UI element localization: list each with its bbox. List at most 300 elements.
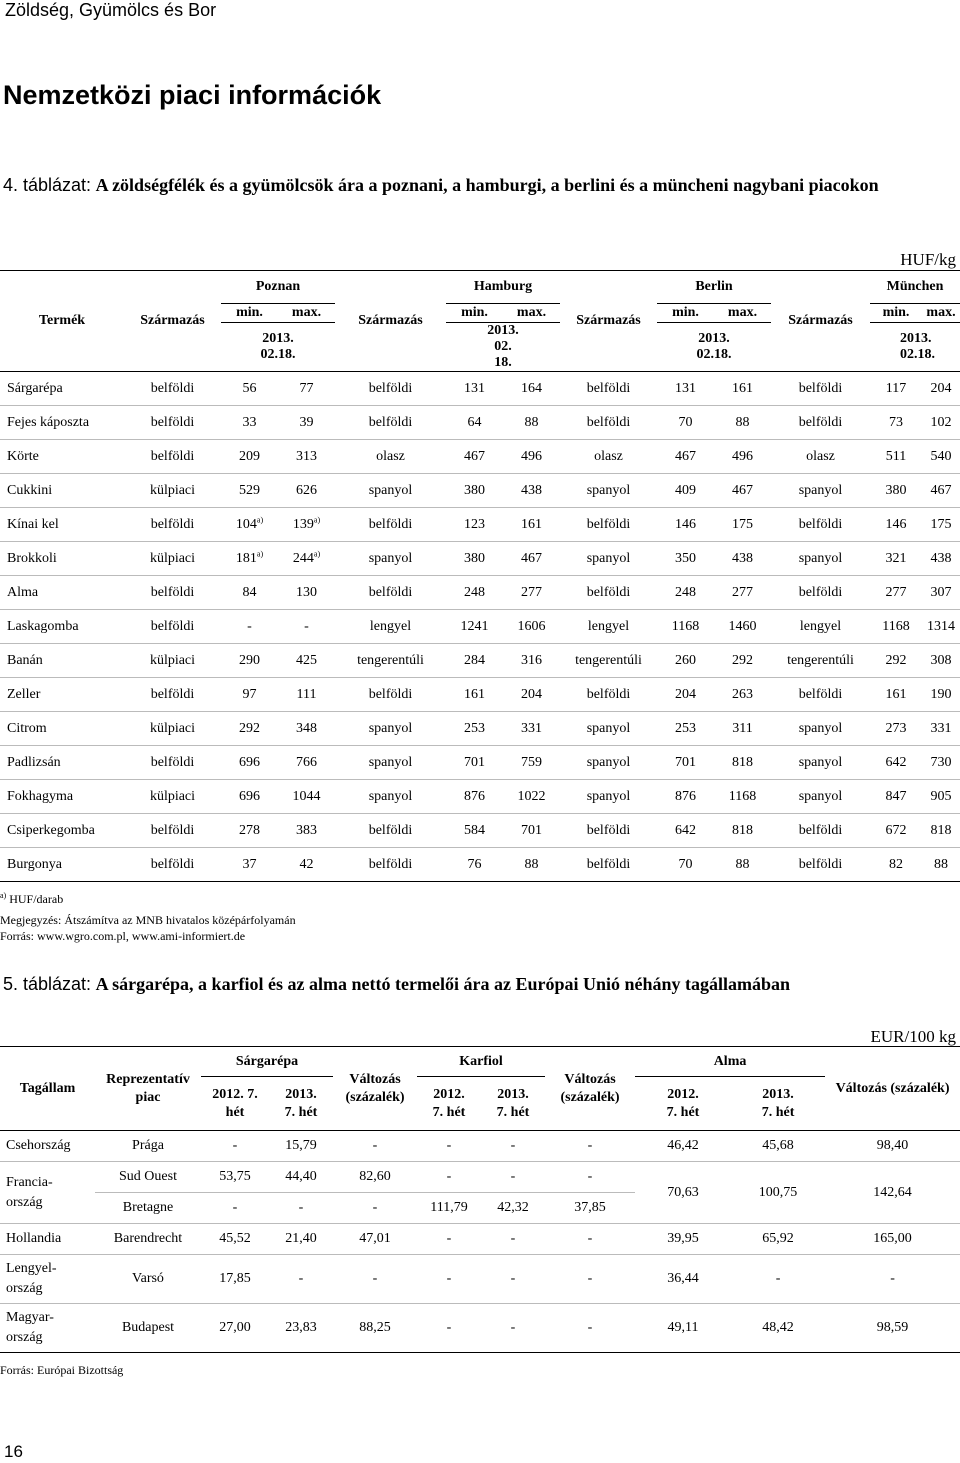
cell-value: 56 <box>242 380 257 396</box>
cell <box>124 474 221 508</box>
cell: 21,40 <box>285 1231 317 1246</box>
running-header: Zöldség, Gyümölcs és Bor <box>5 0 217 20</box>
cell <box>560 678 657 712</box>
cell <box>124 848 221 882</box>
cell-value: 111 <box>296 686 317 702</box>
product-apple: Alma <box>635 1047 825 1077</box>
cell <box>771 542 870 576</box>
cell-value: belföldi <box>798 856 843 872</box>
cell-value: 84 <box>242 584 257 600</box>
cell <box>560 406 657 440</box>
cell-value: Zeller <box>7 686 41 702</box>
market-hamburg: Hamburg <box>446 271 560 304</box>
cell-value: 766 <box>296 754 317 770</box>
col-origin-hamburg: Származás <box>358 313 423 328</box>
cell <box>922 712 960 746</box>
cell-value: belföldi <box>150 448 195 464</box>
cell: 36,44 <box>667 1271 699 1286</box>
table-row <box>0 610 960 644</box>
cell <box>560 712 657 746</box>
cell-value: 876 <box>464 788 485 804</box>
table4-footnote <box>0 891 63 907</box>
cell <box>221 576 278 610</box>
cell <box>870 678 922 712</box>
cell-value: 164 <box>521 380 542 396</box>
cell <box>446 746 503 780</box>
cell: 98,59 <box>876 1320 909 1335</box>
cell <box>446 576 503 610</box>
col-origin-berlin: Származás <box>576 313 641 328</box>
cell: - <box>587 1138 593 1153</box>
cell-value: külpiaci <box>149 788 196 804</box>
cell <box>221 712 278 746</box>
cell: 44,40 <box>285 1169 317 1184</box>
cell <box>870 746 922 780</box>
cell <box>771 372 870 406</box>
table-row <box>0 814 960 848</box>
cell-value: lengyel <box>799 618 842 634</box>
cell <box>278 712 335 746</box>
table4-caption <box>3 173 933 197</box>
cell-value: 1168 <box>728 788 757 804</box>
cell-value: tengerentúli <box>575 652 642 668</box>
cell <box>560 610 657 644</box>
cell <box>335 814 446 848</box>
cell-value: belföldi <box>150 516 195 532</box>
market-berlin: Berlin <box>657 271 771 304</box>
cell <box>503 644 560 678</box>
cell <box>124 542 221 576</box>
cell-value: belföldi <box>586 516 631 532</box>
cell-value: belföldi <box>586 584 631 600</box>
cell-value: Csiperkegomba <box>7 822 95 838</box>
cell: - <box>298 1200 304 1215</box>
cell <box>714 474 771 508</box>
cell-value: 438 <box>930 550 952 566</box>
cell-value: 209 <box>239 448 260 464</box>
cell-value: belföldi <box>150 856 195 872</box>
min-label: min. <box>657 304 714 323</box>
cell <box>278 746 335 780</box>
cell-value: 511 <box>885 448 907 464</box>
cell-value: 496 <box>521 448 542 464</box>
cell-value: spanyol <box>586 754 631 770</box>
cell: 15,79 <box>285 1138 317 1153</box>
cell <box>446 440 503 474</box>
cell-value: 131 <box>675 380 696 396</box>
week-2012: 2012. 7. hét <box>432 1086 466 1120</box>
cell <box>560 848 657 882</box>
cell-value: 77 <box>299 380 314 396</box>
cell-value: 42 <box>299 856 314 872</box>
cell: - <box>587 1169 593 1184</box>
cell <box>560 542 657 576</box>
cell-value: 350 <box>675 550 696 566</box>
product-cauliflower: Karfiol <box>417 1047 545 1077</box>
product-name <box>0 542 124 576</box>
cell: - <box>446 1169 452 1184</box>
cell-value: belföldi <box>368 414 413 430</box>
cell-value: 292 <box>239 720 260 736</box>
cell <box>922 814 960 848</box>
cell-value: 348 <box>296 720 317 736</box>
cell-value: lengyel <box>587 618 630 634</box>
cell <box>560 474 657 508</box>
product-name <box>0 848 124 882</box>
cell-value: belföldi <box>798 686 843 702</box>
cell-value: 244 <box>292 550 314 566</box>
date-munchen: 2013. 02.18. <box>900 331 935 362</box>
cell <box>657 406 714 440</box>
cell <box>335 746 446 780</box>
min-label: min. <box>446 304 503 323</box>
week-2012: 2012. 7. hét <box>212 1086 258 1120</box>
col-origin-munchen: Származás <box>788 313 853 328</box>
product-name <box>0 372 124 406</box>
cell <box>870 406 922 440</box>
cell-value: Körte <box>7 448 39 464</box>
cell: - <box>587 1231 593 1246</box>
cell-value: belföldi <box>150 754 195 770</box>
cell <box>922 576 960 610</box>
table-row <box>0 542 960 576</box>
cell: 37,85 <box>574 1200 606 1215</box>
cell: - <box>372 1138 378 1153</box>
cell <box>446 406 503 440</box>
cell-value: belföldi <box>368 380 413 396</box>
cell <box>714 372 771 406</box>
cell: 27,00 <box>219 1320 251 1335</box>
cell-value: olasz <box>594 448 623 464</box>
cell <box>278 814 335 848</box>
cell-value: 876 <box>675 788 696 804</box>
cell <box>922 678 960 712</box>
cell-value: 438 <box>521 482 542 498</box>
cell <box>335 644 446 678</box>
cell-value: 818 <box>732 822 753 838</box>
cell: - <box>232 1138 238 1153</box>
cell <box>221 780 278 814</box>
cell: 65,92 <box>762 1231 794 1246</box>
product-name <box>0 712 124 746</box>
cell <box>714 712 771 746</box>
cell <box>124 678 221 712</box>
cell-value: spanyol <box>798 754 843 770</box>
week-2013: 2013. 7. hét <box>496 1086 530 1120</box>
cell <box>278 610 335 644</box>
member-name: Magyar-ország <box>6 1310 54 1345</box>
cell-value: belföldi <box>798 516 843 532</box>
cell-value: 139 <box>292 516 314 532</box>
cell <box>221 406 278 440</box>
cell <box>657 508 714 542</box>
cell: 88,25 <box>359 1320 391 1335</box>
col-market: Reprezentatív piac <box>106 1071 190 1105</box>
cell-value: 529 <box>239 482 260 498</box>
cell <box>278 440 335 474</box>
cell <box>446 780 503 814</box>
cell-value: 292 <box>732 652 753 668</box>
cell <box>657 576 714 610</box>
cell-value: Burgonya <box>7 856 62 872</box>
cell-value: 204 <box>930 380 952 396</box>
cell-value: 331 <box>521 720 542 736</box>
cell: 82,60 <box>359 1169 391 1184</box>
cell: 142,64 <box>873 1184 912 1200</box>
cell-value: külpiaci <box>149 720 196 736</box>
cell <box>771 474 870 508</box>
cell <box>221 542 278 576</box>
col-origin-poznan: Származás <box>140 313 205 328</box>
footnote-mark: a) <box>0 891 7 900</box>
cell <box>657 474 714 508</box>
cell-value: belföldi <box>586 856 631 872</box>
cell-value: spanyol <box>368 550 413 566</box>
cell-value: 76 <box>467 856 482 872</box>
cell-value: spanyol <box>368 482 413 498</box>
cell-value: spanyol <box>586 550 631 566</box>
cell <box>870 474 922 508</box>
cell <box>503 576 560 610</box>
cell <box>657 848 714 882</box>
cell <box>221 610 278 644</box>
cell <box>335 542 446 576</box>
table-row <box>0 678 960 712</box>
product-name <box>0 780 124 814</box>
cell-value: 584 <box>464 822 485 838</box>
cell <box>124 712 221 746</box>
cell <box>560 746 657 780</box>
cell <box>335 406 446 440</box>
cell-value: 73 <box>889 414 903 430</box>
product-name <box>0 440 124 474</box>
cell-value: belföldi <box>586 414 631 430</box>
cell <box>922 508 960 542</box>
cell-value: 37 <box>242 856 257 872</box>
product-carrot: Sárgarépa <box>201 1047 333 1077</box>
cell-value: Fokhagyma <box>7 788 74 804</box>
cell <box>503 746 560 780</box>
cell-value: Banán <box>7 652 43 668</box>
cell-value: 70 <box>678 414 693 430</box>
cell <box>714 440 771 474</box>
cell-value: Kínai kel <box>7 516 59 532</box>
max-label: max. <box>278 304 335 323</box>
cell: 17,85 <box>219 1271 251 1286</box>
cell <box>335 848 446 882</box>
cell-value: 467 <box>464 448 485 464</box>
cell-value: 311 <box>732 720 753 736</box>
cell <box>870 644 922 678</box>
table-row <box>0 1224 960 1255</box>
cell-value: 383 <box>296 822 317 838</box>
cell: 53,75 <box>219 1169 251 1184</box>
cell-value: külpiaci <box>149 652 196 668</box>
cell: 111,79 <box>430 1200 468 1215</box>
cell-value: Cukkini <box>7 482 53 498</box>
table-row <box>0 1304 960 1353</box>
cell-value: 161 <box>521 516 542 532</box>
cell-value: 33 <box>242 414 257 430</box>
cell <box>657 712 714 746</box>
cell-value: spanyol <box>368 754 413 770</box>
cell <box>922 440 960 474</box>
cell <box>503 678 560 712</box>
cell-value: 161 <box>885 686 907 702</box>
cell-value: belföldi <box>586 822 631 838</box>
cell <box>657 440 714 474</box>
footnote-mark: a) <box>313 514 321 524</box>
cell-value: 130 <box>296 584 317 600</box>
col-change-apple: Változás (százalék) <box>835 1080 950 1096</box>
member-name: Csehország <box>6 1138 71 1153</box>
cell <box>771 644 870 678</box>
cell-value: olasz <box>376 448 405 464</box>
cell-value: lengyel <box>369 618 412 634</box>
cell <box>503 712 560 746</box>
footnote-text: HUF/darab <box>9 892 64 906</box>
table-row <box>0 644 960 678</box>
table5-caption-prefix: 5. táblázat: <box>3 974 92 994</box>
source-link[interactable]: www.ami-informiert.de <box>131 929 246 943</box>
cell-value: - <box>304 618 309 634</box>
cell <box>657 814 714 848</box>
table-row <box>0 508 960 542</box>
market-munchen: München <box>870 271 960 304</box>
cell-value: 204 <box>675 686 696 702</box>
product-name <box>0 746 124 780</box>
cell-value: olasz <box>806 448 835 464</box>
table-row <box>0 848 960 882</box>
cell-value: 146 <box>885 516 907 532</box>
cell-value: 123 <box>464 516 485 532</box>
table4 <box>0 270 960 882</box>
cell-value: 409 <box>675 482 696 498</box>
cell <box>870 814 922 848</box>
cell-value: spanyol <box>798 720 843 736</box>
cell <box>714 780 771 814</box>
col-product: Termék <box>38 313 86 328</box>
cell <box>771 814 870 848</box>
cell-value: belföldi <box>150 380 195 396</box>
table5-source: Forrás: Európai Bizottság <box>0 1363 124 1377</box>
cell-value: 88 <box>524 414 539 430</box>
cell <box>124 814 221 848</box>
cell <box>870 610 922 644</box>
page-number: 16 <box>4 1442 23 1461</box>
cell-value: 64 <box>467 414 482 430</box>
cell-value: 696 <box>239 754 260 770</box>
cell-value: belföldi <box>368 822 413 838</box>
cell-value: 248 <box>464 584 485 600</box>
cell-value: Laskagomba <box>7 618 79 634</box>
cell <box>446 814 503 848</box>
cell <box>870 508 922 542</box>
cell-value: 161 <box>464 686 485 702</box>
cell: 49,11 <box>667 1320 699 1335</box>
cell: - <box>510 1169 516 1184</box>
min-label: min. <box>221 304 278 323</box>
table-row <box>0 440 960 474</box>
cell-value: külpiaci <box>149 550 196 566</box>
cell-value: belföldi <box>798 380 843 396</box>
table5-caption-title: A sárgarépa, a karfiol és az alma nettó termelői ára az Európai Unió néhány tagállamában <box>95 974 791 994</box>
cell-value: 248 <box>675 584 696 600</box>
cell <box>221 746 278 780</box>
market-name: Bretagne <box>122 1200 174 1215</box>
cell-value: Fejes káposzta <box>7 414 90 430</box>
cell: 42,32 <box>497 1200 529 1215</box>
cell-value: belföldi <box>368 686 413 702</box>
cell-value: 277 <box>885 584 907 600</box>
table-row <box>0 712 960 746</box>
cell <box>771 406 870 440</box>
cell-value: 540 <box>930 448 952 464</box>
cell-value: Padlizsán <box>7 754 61 770</box>
cell-value: 39 <box>299 414 314 430</box>
market-poznan: Poznan <box>221 271 335 304</box>
cell <box>771 746 870 780</box>
cell-value: 1460 <box>728 618 757 634</box>
cell: 23,83 <box>285 1320 317 1335</box>
cell <box>560 576 657 610</box>
cell-value: 88 <box>735 414 750 430</box>
cell <box>714 406 771 440</box>
cell: - <box>510 1320 516 1335</box>
cell-value: 88 <box>934 856 948 872</box>
cell <box>560 780 657 814</box>
cell: - <box>372 1271 378 1286</box>
cell <box>124 508 221 542</box>
cell <box>771 508 870 542</box>
cell-value: belföldi <box>368 516 413 532</box>
cell-value: 131 <box>464 380 485 396</box>
cell <box>771 678 870 712</box>
market-name: Sud Ouest <box>119 1169 177 1184</box>
cell-value: 273 <box>885 720 907 736</box>
cell-value: 308 <box>930 652 952 668</box>
cell <box>124 746 221 780</box>
table-row <box>0 576 960 610</box>
cell-value: 467 <box>930 482 952 498</box>
cell-value: 175 <box>930 516 952 532</box>
cell <box>335 474 446 508</box>
footnote-mark: a) <box>313 548 321 558</box>
cell-value: 104 <box>235 516 257 532</box>
cell: 39,95 <box>667 1231 699 1246</box>
cell <box>560 814 657 848</box>
cell <box>503 610 560 644</box>
cell <box>922 644 960 678</box>
cell: - <box>890 1271 895 1286</box>
cell <box>221 372 278 406</box>
cell <box>503 440 560 474</box>
cell-value: 88 <box>735 856 750 872</box>
table4-body <box>0 372 960 882</box>
cell: 45,52 <box>219 1231 251 1246</box>
cell <box>503 780 560 814</box>
cell <box>922 780 960 814</box>
footnote-mark: a) <box>256 514 264 524</box>
cell-value: belföldi <box>798 822 843 838</box>
member-name: Hollandia <box>6 1231 62 1246</box>
cell <box>657 780 714 814</box>
cell-value: 321 <box>885 550 907 566</box>
cell <box>278 780 335 814</box>
table5 <box>0 1046 960 1353</box>
cell: - <box>510 1138 516 1153</box>
cell <box>446 542 503 576</box>
